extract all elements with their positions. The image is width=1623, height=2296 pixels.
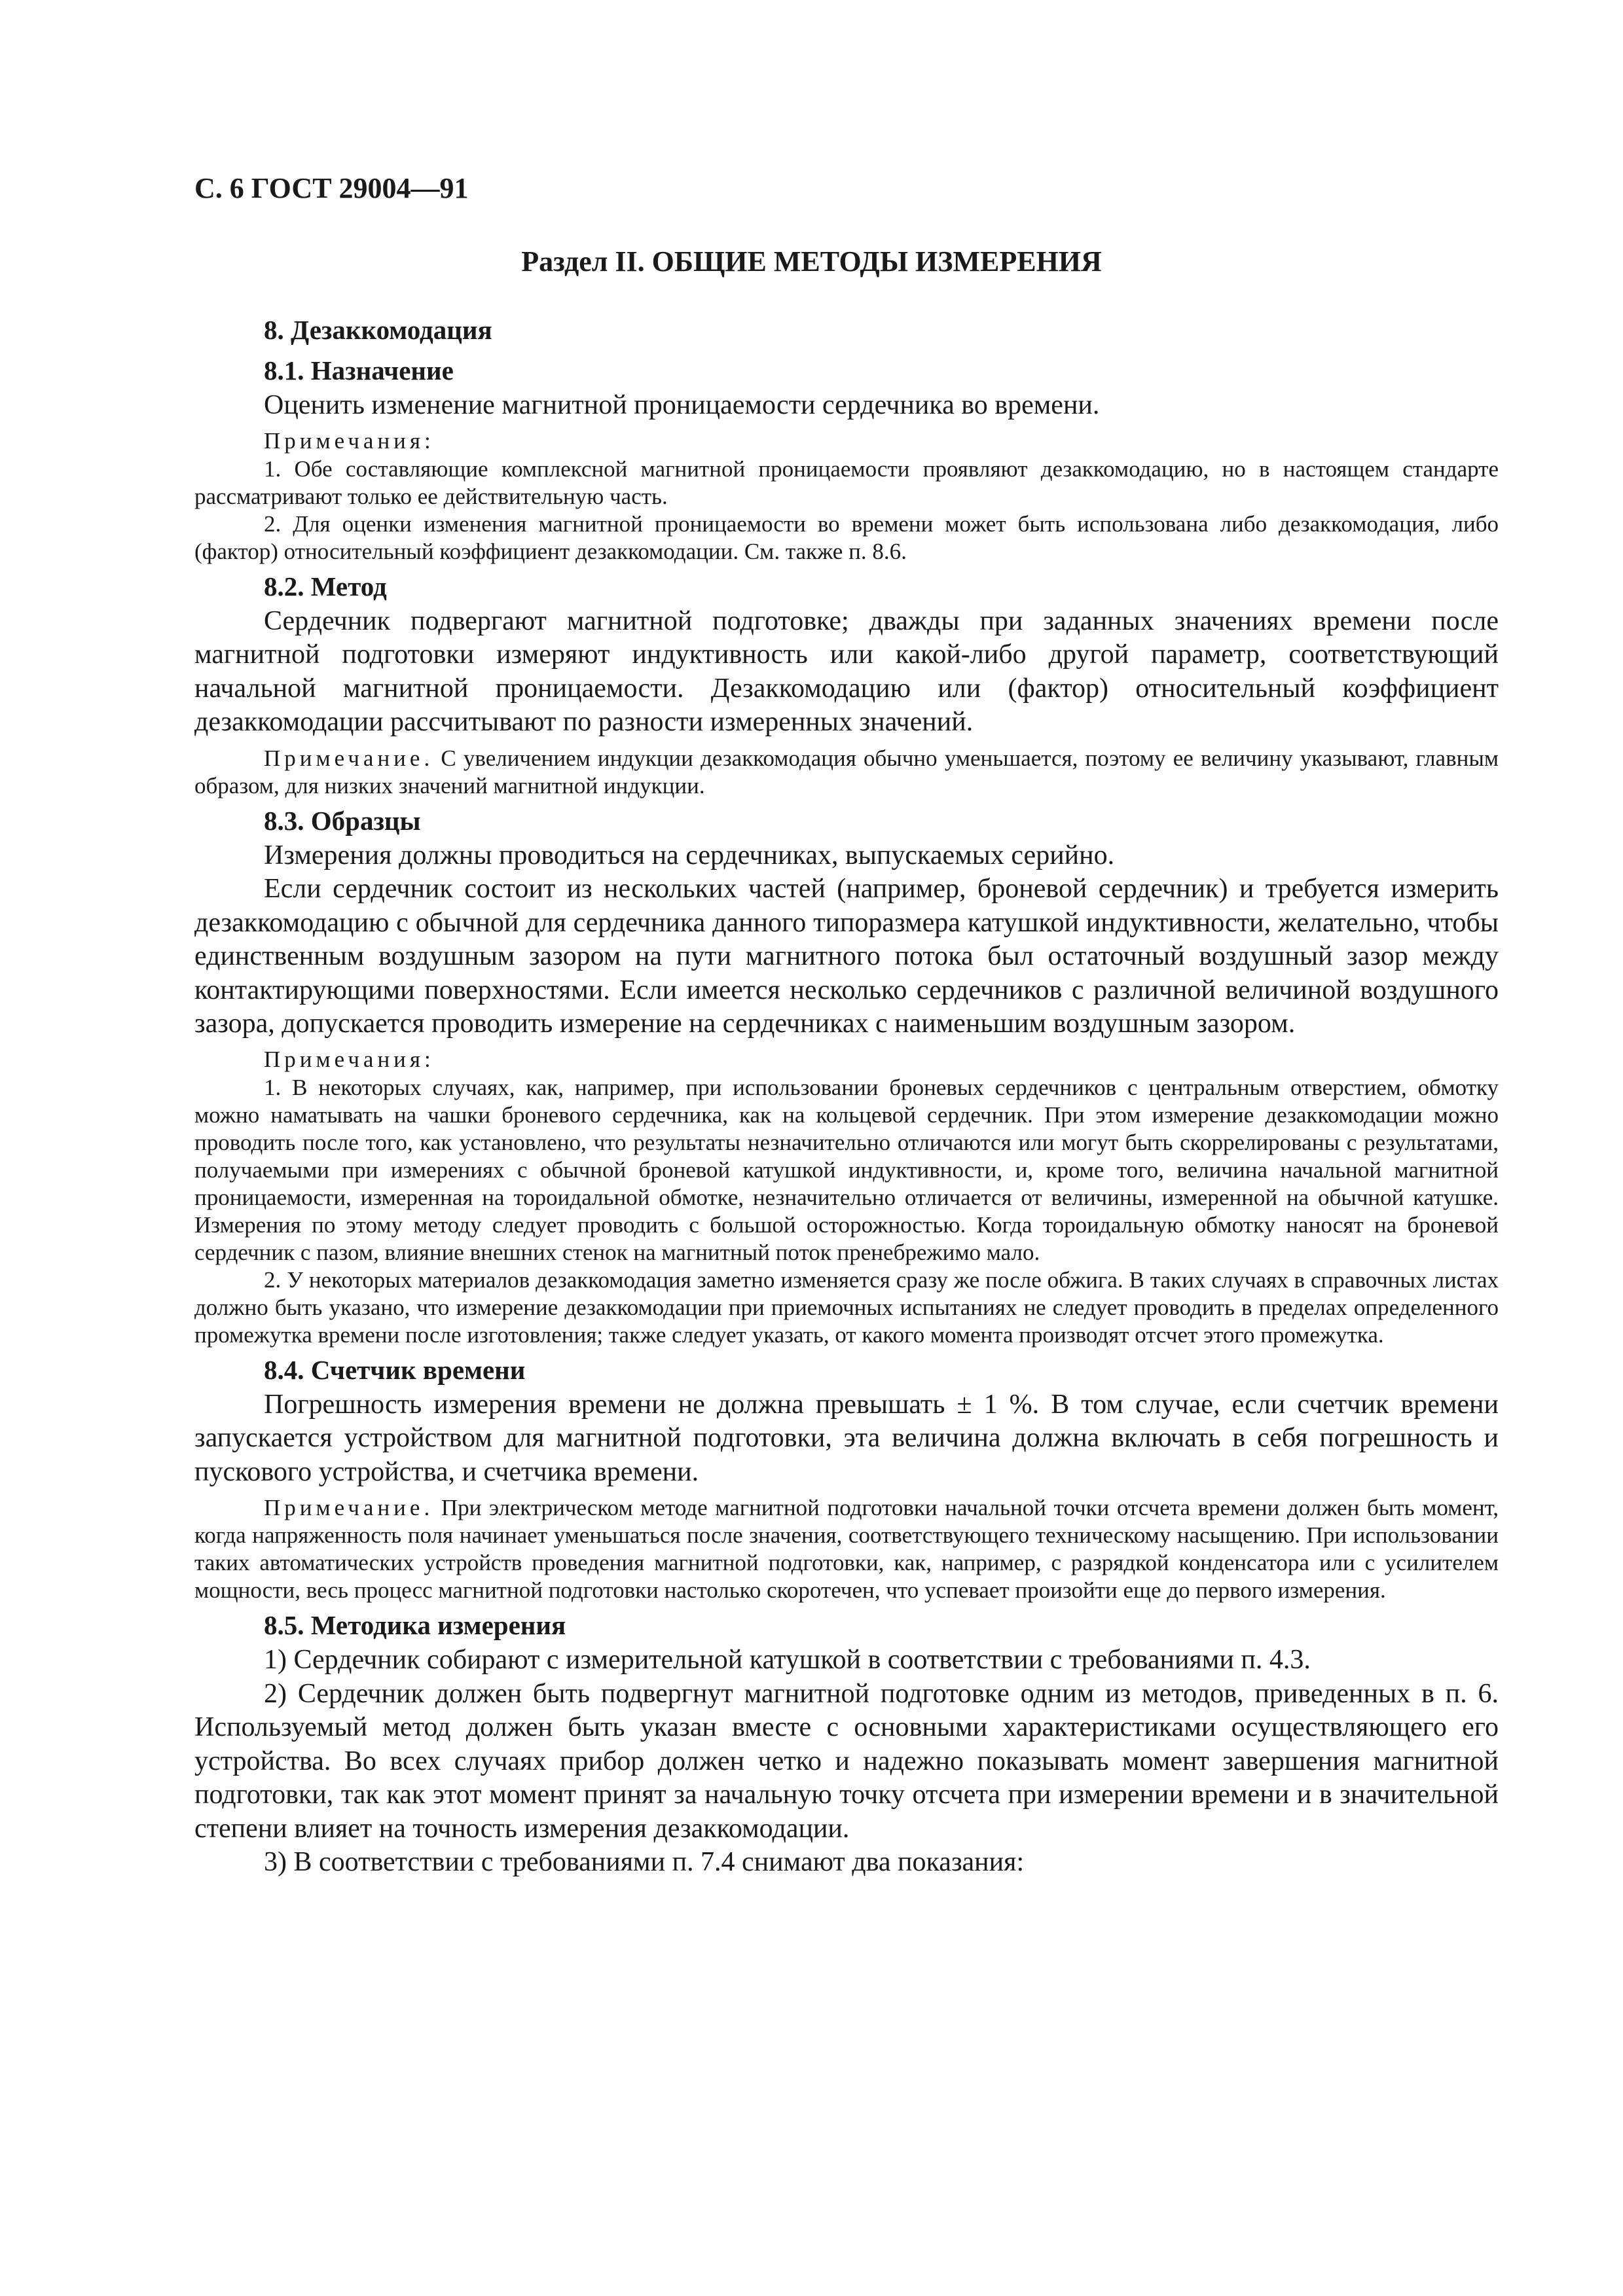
document-body <box>194 314 1499 1880</box>
paragraph-8-3-2: Если сердечник состоит из нескольких частей (например, броневой сердечник) и требуется измерить дезаккомодацию с обычной для сердечника данного типоразмера катушкой индуктивности, желательно, чтобы единственным воздушным зазором на пути магнитного потока был остаточный воздушный зазор между контактирующими поверхностями. Если имеется несколько сердечников с различной величиной воздушного зазора, допускается проводить измерение на сердечниках с наименьшим воздушным зазором. <box>194 874 1499 1039</box>
paragraph-8-4: Погрешность измерения времени не должна превышать ± 1 %. В том случае, если счетчик времени запускается устройством для магнитной подготовки, эта величина должна включать в себя погрешность и пускового устройства, и счетчика времени. <box>194 1389 1499 1487</box>
heading-8-4: 8.4. Счетчик времени <box>264 1354 526 1385</box>
heading-8-1: 8.1. Назначение <box>264 355 454 386</box>
list-item-8-5-1: 1) Сердечник собирают с измерительной катушкой в соответствии с требованиями п. 4.3. <box>264 1645 1311 1675</box>
heading-8-2: 8.2. Метод <box>264 571 387 601</box>
note-label-8-2: Примечание. <box>264 745 434 771</box>
note-8-3-1: 1. В некоторых случаях, как, например, при использовании броневых сердечников с центральным отверстием, обмотку можно наматывать на чашки броневого сердечника, как на кольцевой сердечник. При этом измерение дезаккомодации можно проводить после того, как установлено, что результаты незначительно отличаются или могут быть скоррелированы с результатами, получаемыми при измерениях с обычной броневой катушкой индуктивности, и, кроме того, величина начальной магнитной проницаемости, измеренная на тороидальной обмотке, незначительно отличается от величины, измеренной на обычной катушке. Измерения по этому методу следует проводить с большой осторожностью. Когда тороидальную обмотку наносят на броневой сердечник с пазом, влияние внешних стенок на магнитный поток пренебрежимо мало. <box>194 1074 1499 1265</box>
note-8-1-1: 1. Обе составляющие комплексной магнитной проницаемости проявляют дезаккомодацию, но в настоящем стандарте рассматривают только ее действительную часть. <box>194 456 1499 509</box>
note-8-1-2: 2. Для оценки изменения магнитной проницаемости во времени может быть использована либо дезаккомодация, либо (фактор) относительный коэффициент дезаккомодации. См. также п. 8.6. <box>194 511 1499 564</box>
note-text-8-2: С увеличением индукции дезаккомодация обычно уменьшается, поэтому ее величину указывают, главным образом, для низких значений магнитной индукции. <box>194 745 1499 798</box>
paragraph-8-2: Сердечник подвергают магнитной подготовке; дважды при заданных значениях времени после магнитной подготовки измеряют индуктивность или какой-либо другой параметр, соответствующий начальной магнитной проницаемости. Дезаккомодацию или (фактор) относительный коэффициент дезаккомодации рассчитывают по разности измеренных значений. <box>194 605 1499 737</box>
heading-8-5: 8.5. Методика измерения <box>264 1610 566 1640</box>
note-8-4 <box>194 1494 1499 1604</box>
list-item-8-5-3: 3) В соответствии с требованиями п. 7.4 снимают два показания: <box>264 1847 1025 1877</box>
list-item-8-5-2: 2) Сердечник должен быть подвергнут магнитной подготовке одним из методов, приведенных в п. 6. Используемый метод должен быть указан вместе с основными характеристиками осуществляющего его устройства. Во всех случаях прибор должен четко и надежно показывать момент завершения магнитной подготовки, так как этот момент принят за начальную точку отсчета при измерении времени и в значительной степени влияет на точность измерения дезаккомодации. <box>194 1678 1499 1844</box>
note-8-2 <box>194 745 1499 800</box>
notes-label-8-1: Примечания: <box>264 427 435 454</box>
note-label-8-4: Примечание. <box>264 1495 434 1520</box>
note-text-8-4: При электрическом методе магнитной подготовки начальной точки отсчета времени должен быть момент, когда напряженность поля начинает уменьшаться после значения, соответствующего техническому насыщению. При использовании таких автоматических устройств проведения магнитной подготовки, как, например, с разрядкой конденсатора или с усилителем мощности, весь процесс магнитной подготовки настолько скоротечен, что успевает произойти еще до первого измерения. <box>194 1495 1499 1603</box>
section-title: Раздел II. ОБЩИЕ МЕТОДЫ ИЗМЕРЕНИЯ <box>521 245 1102 278</box>
notes-label-8-3: Примечания: <box>264 1046 435 1072</box>
paragraph-8-3-1: Измерения должны проводиться на сердечниках, выпускаемых серийно. <box>264 840 1115 870</box>
page-header: С. 6 ГОСТ 29004—91 <box>194 172 469 204</box>
heading-8: 8. Дезаккомодация <box>264 315 492 345</box>
heading-8-3: 8.3. Образцы <box>264 805 421 836</box>
paragraph-8-1: Оценить изменение магнитной проницаемости сердечника во времени. <box>264 390 1100 420</box>
note-8-3-2: 2. У некоторых материалов дезаккомодация заметно изменяется сразу же после обжига. В таких случаях в справочных листах должно быть указано, что измерение дезаккомодации при приемочных испытаниях не следует проводить в пределах определенного промежутка времени после изготовления; также следует указать, от какого момента производят отсчет этого промежутка. <box>194 1266 1499 1348</box>
